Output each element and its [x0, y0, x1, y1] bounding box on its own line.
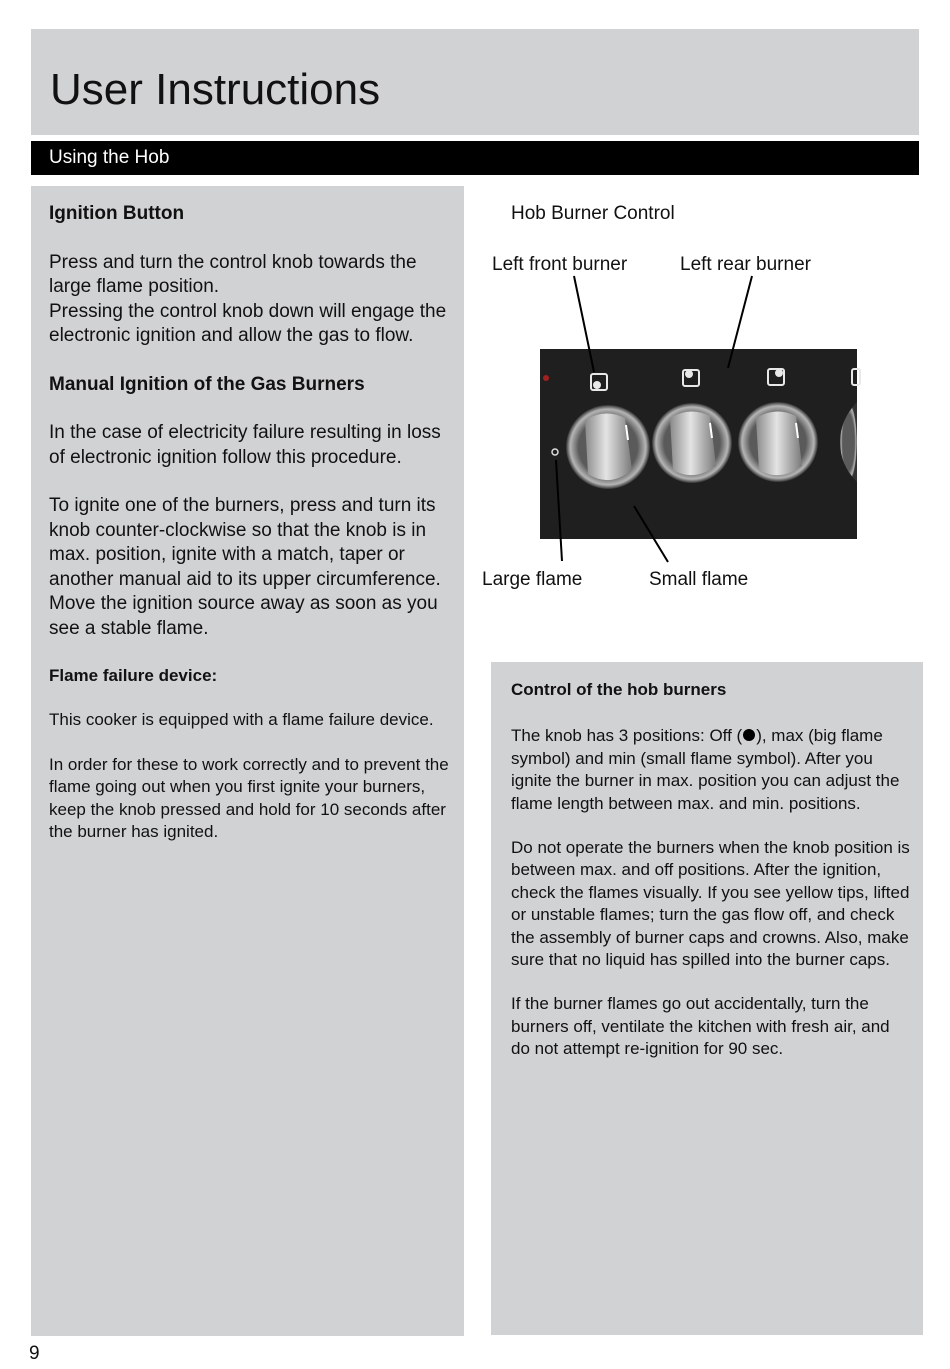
page-title: User Instructions [50, 65, 381, 114]
manual-heading: Manual Ignition of the Gas Burners [49, 373, 365, 395]
ignition-heading: Ignition Button [49, 203, 185, 224]
label-large-flame: Large flame [482, 569, 583, 590]
ffd-text-1: This cooker is equipped with a flame failure device. [49, 710, 434, 730]
ffd-text-2: In order for these to work correctly and to prevent the flame going out when you first ignite your burners, keep the knob pressed and hold for 10 seconds after the burner has ignited. [49, 754, 449, 842]
control-text-3: If the burner flames go out accidentally, turn the burners off, ventilate the kitchen with fresh air, and do not attempt re-ignition for 90 sec. [511, 994, 890, 1059]
ffd-heading: Flame failure device: [49, 666, 218, 685]
manual-text-1: In the case of electricity failure resulting in loss of electronic ignition follow this procedure. [49, 422, 441, 468]
knob-1 [566, 405, 650, 489]
control-heading: Control of the hob burners [511, 680, 727, 699]
label-left-front-burner: Left front burner [492, 254, 628, 275]
right-panel [491, 662, 923, 1335]
knob-3 [738, 402, 818, 482]
control-text-1-end: ), max (big flame symbol) and min (small flame symbol). After you ignite the burner in max. position you can adjust the flame length between max. and min. positions. [511, 726, 900, 813]
control-text-1-start: The knob has 3 positions: Off ( [511, 726, 743, 746]
label-small-flame: Small flame [649, 569, 749, 590]
control-text-2: Do not operate the burners when the knob position is between max. and off positions. After the ignition, check the flames visually. If you see yellow tips, lifted or unstable flames; turn the gas flow off, and check the assembly of burner caps and crowns. Also, make sure that no liquid has spilled into the burner caps. [511, 838, 910, 970]
knob-2 [652, 403, 732, 483]
section-title: Using the Hob [49, 147, 170, 168]
page-number: 9 [29, 1343, 40, 1364]
off-dot-icon [743, 729, 755, 741]
ignition-text-2: Pressing the control knob down will engage the electronic ignition and allow the gas to flow. [49, 300, 447, 346]
manual-text-2: To ignite one of the burners, press and turn its knob counter-clockwise so that the knob is in max. position, ignite with a match, taper or another manual aid to its upper circumference. Move the ignition source away as soon as you see a stable flame. [49, 495, 441, 639]
control-text-1 [511, 725, 911, 815]
right-content [511, 679, 911, 1061]
label-left-rear-burner: Left rear burner [680, 254, 811, 275]
ignition-text-1: Press and turn the control knob towards the large flame position. [49, 251, 417, 297]
diagram-title: Hob Burner Control [511, 203, 675, 224]
